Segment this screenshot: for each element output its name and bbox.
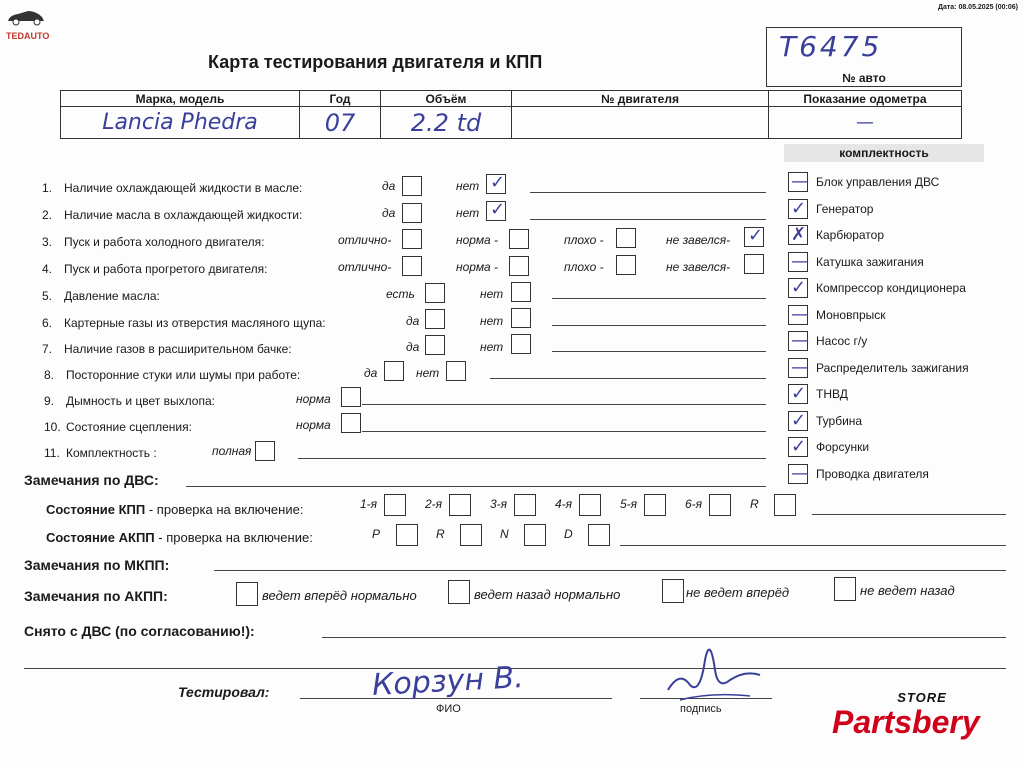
col-engine-no: № двигателя xyxy=(512,91,769,107)
akpp-gear-checkbox-0[interactable] xyxy=(396,524,418,546)
value-engine-no xyxy=(512,107,769,139)
akpp-no-forward-label: не ведет вперёд xyxy=(686,585,790,600)
row-7-line xyxy=(552,351,766,352)
row-7-no-checkbox[interactable] xyxy=(511,334,531,354)
mkpp-remarks-label: Замечания по МКПП: xyxy=(24,557,170,573)
row-8-num: 8. xyxy=(44,368,55,382)
kpp-gear-checkbox-6[interactable] xyxy=(774,494,796,516)
row-2-line xyxy=(530,219,766,220)
row-11-opt-full: полная xyxy=(212,444,252,458)
row-11-label: Комплектность : xyxy=(66,446,157,460)
akpp-gear-label-1: R xyxy=(436,527,445,541)
completeness-title: комплектность xyxy=(784,144,984,162)
row-9-num: 9. xyxy=(44,394,55,408)
row-3-num: 3. xyxy=(42,235,53,249)
row-2-num: 2. xyxy=(42,208,53,222)
kpp-gear-checkbox-3[interactable] xyxy=(579,494,601,516)
completeness-label-2: Карбюратор xyxy=(816,228,885,242)
row-4-not-started-checkbox[interactable] xyxy=(744,254,764,274)
watermark-store: STORE xyxy=(897,690,947,705)
fio-label: ФИО xyxy=(436,703,461,715)
row-1-line xyxy=(530,192,766,193)
row-3-excellent-checkbox[interactable] xyxy=(402,229,422,249)
ice-remarks-line xyxy=(186,486,766,487)
completeness-label-10: Форсунки xyxy=(816,440,870,454)
logo xyxy=(6,8,50,41)
row-4-opt-bad: плохо - xyxy=(564,260,604,274)
akpp-backward-ok-label: ведет назад нормально xyxy=(474,587,621,602)
akpp-no-backward-label: не ведет назад xyxy=(860,583,955,598)
akpp-gear-checkbox-2[interactable] xyxy=(524,524,546,546)
row-2-yes-checkbox[interactable] xyxy=(402,203,422,223)
akpp-state-title: Состояние АКПП xyxy=(46,530,155,545)
value-odometer: — xyxy=(769,107,962,139)
col-volume: Объём xyxy=(381,91,512,107)
value-year: 07 xyxy=(300,107,381,139)
row-4-opt-excellent: отлично- xyxy=(338,260,392,274)
row-8-yes-checkbox[interactable] xyxy=(384,361,404,381)
row-5-line xyxy=(552,298,766,299)
akpp-remarks-label: Замечания по АКПП: xyxy=(24,588,168,604)
row-5-no-checkbox[interactable] xyxy=(511,282,531,302)
row-7-opt-yes: да xyxy=(406,340,420,354)
kpp-gear-checkbox-4[interactable] xyxy=(644,494,666,516)
row-5-label: Давление масла: xyxy=(64,289,160,303)
row-4-excellent-checkbox[interactable] xyxy=(402,256,422,276)
row-3-bad-checkbox[interactable] xyxy=(616,228,636,248)
row-7-opt-no: нет xyxy=(480,340,504,354)
watermark-brand: Partsbery xyxy=(832,704,980,740)
akpp-state-suffix: - проверка на включение: xyxy=(154,530,313,545)
kpp-gear-checkbox-0[interactable] xyxy=(384,494,406,516)
row-10-label: Состояние сцепления: xyxy=(66,420,192,434)
row-6-opt-yes: да xyxy=(406,314,420,328)
row-11-full-checkbox[interactable] xyxy=(255,441,275,461)
row-9-line xyxy=(362,404,766,405)
completeness-panel xyxy=(784,144,984,162)
row-4-num: 4. xyxy=(42,262,53,276)
kpp-gear-checkbox-2[interactable] xyxy=(514,494,536,516)
row-3-opt-normal: норма - xyxy=(456,233,499,247)
row-6-opt-no: нет xyxy=(480,314,504,328)
row-2-opt-yes: да xyxy=(382,206,396,220)
kpp-gear-label-0: 1-я xyxy=(360,497,378,511)
car-number-box xyxy=(766,27,962,87)
row-3-label: Пуск и работа холодного двигателя: xyxy=(64,235,265,249)
completeness-mark-0: — xyxy=(791,171,809,192)
col-make-model: Марка, модель xyxy=(61,91,300,107)
completeness-mark-8: ✓ xyxy=(791,383,807,404)
value-make-model: Lancia Phedra xyxy=(61,107,300,139)
row-8-line xyxy=(490,378,766,379)
row-8-opt-no: нет xyxy=(416,366,440,380)
akpp-forward-ok-label: ведет вперёд нормально xyxy=(262,588,417,603)
completeness-mark-6: — xyxy=(791,330,809,351)
row-8-label: Посторонние стуки или шумы при работе: xyxy=(66,368,301,382)
row-4-label: Пуск и работа прогретого двигателя: xyxy=(64,262,268,276)
car-logo-icon xyxy=(6,8,46,26)
completeness-mark-9: ✓ xyxy=(791,409,807,431)
date-line: Дата: 08.05.2025 (00:06) xyxy=(937,4,1018,11)
kpp-gear-label-5: 6-я xyxy=(685,497,703,511)
mkpp-remarks-line xyxy=(214,570,1006,571)
removed-label: Снято с ДВС (по согласованию!): xyxy=(24,623,255,639)
row-7-yes-checkbox[interactable] xyxy=(425,335,445,355)
akpp-state-label xyxy=(46,530,313,545)
car-number-value: T6475 xyxy=(779,30,883,63)
row-10-num: 10. xyxy=(44,420,61,434)
akpp-gear-checkbox-3[interactable] xyxy=(588,524,610,546)
kpp-line xyxy=(812,514,1006,515)
row-5-yes-checkbox[interactable] xyxy=(425,283,445,303)
completeness-label-1: Генератор xyxy=(816,201,874,216)
row-5-opt-yes: есть xyxy=(386,287,415,301)
row-3-normal-checkbox[interactable] xyxy=(509,229,529,249)
row-5-num: 5. xyxy=(42,289,53,303)
akpp-gear-label-3: D xyxy=(564,527,573,541)
row-6-line xyxy=(552,325,766,326)
row-1-tick-icon: ✓ xyxy=(490,172,506,193)
row-6-no-checkbox[interactable] xyxy=(511,308,531,328)
row-2-label: Наличие масла в охлаждающей жидкости: xyxy=(64,208,303,222)
car-number-label: № авто xyxy=(842,71,886,85)
completeness-mark-3: — xyxy=(791,250,809,272)
row-9-normal-checkbox[interactable] xyxy=(341,387,361,407)
row-1-opt-no: нет xyxy=(456,179,480,193)
completeness-label-4: Компрессор кондиционера xyxy=(816,281,966,295)
value-volume: 2.2 td xyxy=(381,107,512,139)
vehicle-info-table xyxy=(60,90,962,139)
row-11-line xyxy=(298,458,766,459)
akpp-forward-ok-checkbox[interactable] xyxy=(236,582,258,606)
completeness-label-9: Турбина xyxy=(816,413,863,428)
logo-text: TEDAUTO xyxy=(6,31,50,41)
row-6-label: Картерные газы из отверстия масляного щупа: xyxy=(64,316,326,330)
completeness-label-5: Моновпрыск xyxy=(816,307,886,322)
row-6-num: 6. xyxy=(42,316,53,330)
completeness-label-3: Катушка зажигания xyxy=(816,254,924,269)
row-9-opt-normal: норма xyxy=(296,392,331,406)
completeness-mark-5: — xyxy=(791,303,809,325)
completeness-mark-1: ✓ xyxy=(791,197,807,219)
page-title: Карта тестирования двигателя и КПП xyxy=(208,52,543,72)
row-7-label: Наличие газов в расширительном бачке: xyxy=(64,342,292,356)
completeness-mark-4: ✓ xyxy=(791,277,807,298)
row-10-normal-checkbox[interactable] xyxy=(341,413,361,433)
completeness-mark-7: — xyxy=(791,356,809,378)
row-3-opt-excellent: отлично- xyxy=(338,233,392,247)
tested-label: Тестировал: xyxy=(178,684,270,700)
kpp-gear-checkbox-1[interactable] xyxy=(449,494,471,516)
completeness-mark-2: ✗ xyxy=(791,224,807,245)
row-6-yes-checkbox[interactable] xyxy=(425,309,445,329)
row-8-opt-yes: да xyxy=(364,366,378,380)
row-4-normal-checkbox[interactable] xyxy=(509,256,529,276)
signature-scribble-icon xyxy=(660,630,770,705)
row-1-num: 1. xyxy=(42,181,53,195)
row-9-label: Дымность и цвет выхлопа: xyxy=(66,394,215,408)
col-year: Год xyxy=(300,91,381,107)
row-3-tick-icon: ✓ xyxy=(748,225,764,246)
row-11-num: 11. xyxy=(44,446,60,460)
kpp-state-label xyxy=(46,502,303,517)
akpp-line xyxy=(620,545,1006,546)
akpp-no-backward-checkbox[interactable] xyxy=(834,577,856,601)
kpp-state-title: Состояние КПП xyxy=(46,502,146,517)
completeness-label-6: Насос г/у xyxy=(816,334,868,348)
kpp-gear-checkbox-5[interactable] xyxy=(709,494,731,516)
akpp-gear-checkbox-1[interactable] xyxy=(460,524,482,546)
col-odometer: Показание одометра xyxy=(769,91,962,107)
row-1-opt-yes: да xyxy=(382,179,396,193)
kpp-gear-label-6: R xyxy=(750,497,759,511)
kpp-gear-label-4: 5-я xyxy=(620,497,638,511)
fio-signature-value: Корзун В. xyxy=(371,660,525,703)
row-1-label: Наличие охлаждающей жидкости в масле: xyxy=(64,181,303,195)
row-2-tick-icon: ✓ xyxy=(490,199,506,220)
completeness-mark-11: — xyxy=(791,462,809,484)
sign-label: подпись xyxy=(680,703,722,715)
row-2-opt-no: нет xyxy=(456,206,480,220)
row-10-opt-normal: норма xyxy=(296,418,331,432)
akpp-gear-label-2: N xyxy=(500,527,509,541)
row-4-opt-not-started: не завелся- xyxy=(666,260,731,274)
row-10-line xyxy=(362,431,766,432)
row-1-yes-checkbox[interactable] xyxy=(402,176,422,196)
akpp-gear-label-0: P xyxy=(372,527,381,541)
row-4-opt-normal: норма - xyxy=(456,260,499,274)
completeness-label-7: Распределитель зажигания xyxy=(816,360,969,375)
row-4-bad-checkbox[interactable] xyxy=(616,255,636,275)
ice-remarks-label: Замечания по ДВС: xyxy=(24,472,159,488)
watermark xyxy=(832,690,1012,739)
completeness-label-0: Блок управления ДВС xyxy=(816,175,940,189)
row-8-no-checkbox[interactable] xyxy=(446,361,466,381)
kpp-state-suffix: - проверка на включение: xyxy=(145,502,304,517)
kpp-gear-label-1: 2-я xyxy=(425,497,443,511)
completeness-label-11: Проводка двигателя xyxy=(816,466,929,481)
row-3-opt-bad: плохо - xyxy=(564,233,604,247)
akpp-no-forward-checkbox[interactable] xyxy=(662,579,684,603)
kpp-gear-label-3: 4-я xyxy=(555,497,573,511)
row-5-opt-no: нет xyxy=(480,287,504,301)
row-3-opt-not-started: не завелся- xyxy=(666,233,731,247)
completeness-label-8: ТНВД xyxy=(816,387,848,401)
completeness-mark-10: ✓ xyxy=(791,436,807,457)
row-7-num: 7. xyxy=(42,342,53,356)
kpp-gear-label-2: 3-я xyxy=(490,497,508,511)
akpp-backward-ok-checkbox[interactable] xyxy=(448,580,470,604)
